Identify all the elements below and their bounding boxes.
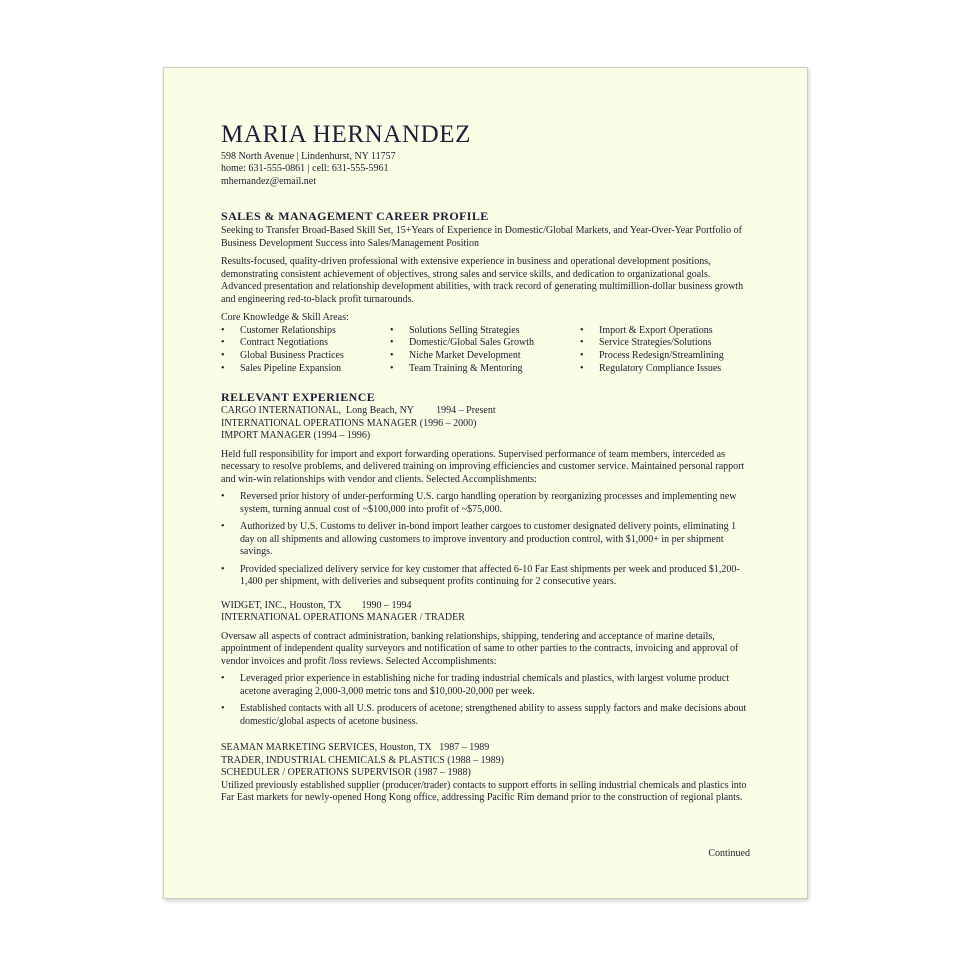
job-description: Oversaw all aspects of contract administration, banking relationships, shipping, tendering and acceptance of marine details, appointment of independent quality surveyors and notification of same to other parties to the contracts, invoicing and approval of vendor invoices and profit /loss reviews. Selected Accomplishments: (221, 630, 739, 667)
job-role: IMPORT MANAGER (1994 – 1996) (221, 430, 371, 442)
contact-info (221, 151, 751, 188)
job-company: CARGO INTERNATIONAL, Long Beach, NY 1994 – Present (221, 405, 496, 417)
resume-page (163, 67, 808, 899)
job-description: Utilized previously established supplier (producer/trader) contacts to support efforts in selling industrial chemicals and plastics into Far East markets for newly-opened Hong Kong office, addressing Pacific Rim demand prior to the construction of regional plants. (221, 779, 747, 804)
job-company: WIDGET, INC., Houston, TX 1990 – 1994 (221, 599, 412, 611)
skill-item: • Service Strategies/Solutions (580, 337, 750, 350)
job-role: INTERNATIONAL OPERATIONS MANAGER (1996 – 2000) (221, 417, 477, 429)
profile-summary: Results-focused, quality-driven professional with extensive experience in business and operational development positions, demonstrating consistent achievement of objectives, strong sales and service skills, and dedication to organizational goals. Advanced presentation and relationship development abilities, with track record of generating multimillion-dollar business growth and engineering red-to-black profit turnarounds. (221, 256, 744, 305)
skill-item: • Process Redesign/Streamlining (580, 350, 750, 363)
skill-item: • Sales Pipeline Expansion (221, 363, 390, 376)
skill-item: • Import & Export Operations (580, 325, 750, 338)
skill-item: • Regulatory Compliance Issues (580, 363, 750, 376)
resume-content (221, 120, 751, 805)
skill-item: • Contract Negotiations (221, 337, 390, 350)
job-description: Held full responsibility for import and export forwarding operations. Supervised performance of team members, interceded as necessary to resolve problems, and delivered training on improving efficiencies and customer service. Maintained personal rapport and win-win relationships with vendor and clients. Selected Accomplishments: (221, 448, 745, 485)
job-seaman-marketing (221, 742, 751, 805)
skill-item: • Niche Market Development (390, 350, 580, 363)
profile-heading: SALES & MANAGEMENT CAREER PROFILE (221, 209, 489, 224)
candidate-name: MARIA HERNANDEZ (221, 121, 471, 148)
accomplishment-item: • Reversed prior history of under-performing U.S. cargo handling operation by reorganizing processes and implementing new system, turning annual cost of ~$100,000 into profit of ~$75,000. (221, 491, 751, 516)
skill-item: • Solutions Selling Strategies (390, 325, 580, 338)
accomplishment-item: • Authorized by U.S. Customs to deliver in-bond import leather cargoes to customer designated delivery points, eliminating 1 day on all shipments and allowing customers to improve inventory and production control, with $1,000+ in per shipment savings. (221, 521, 751, 559)
skills-list (221, 325, 751, 375)
profile-objective: Seeking to Transfer Broad-Based Skill Set, 15+Years of Experience in Domestic/Global Markets, and Year-Over-Year Portfolio of Business Development Success into Sales/Management Position (221, 225, 742, 249)
accomplishment-item: • Established contacts with all U.S. producers of acetone; strengthened ability to assess supply factors and make decisions about domestic/global aspects of acetone business. (221, 703, 751, 728)
contact-address: 598 North Avenue | Lindenhurst, NY 11757 (221, 151, 396, 162)
contact-email: mhernandez@email.net (221, 175, 316, 187)
skill-item: • Global Business Practices (221, 350, 390, 363)
experience-heading: RELEVANT EXPERIENCE (221, 390, 376, 405)
accomplishments-list (221, 491, 751, 589)
job-widget-inc (221, 600, 751, 729)
job-role: INTERNATIONAL OPERATIONS MANAGER / TRADER (221, 612, 465, 624)
skill-item: • Domestic/Global Sales Growth (390, 337, 580, 350)
job-role: TRADER, INDUSTRIAL CHEMICALS & PLASTICS (1988 – 1989) (221, 754, 504, 766)
skills-column-1 (221, 325, 390, 375)
skill-item: • Customer Relationships (221, 325, 390, 338)
skills-column-2 (390, 325, 580, 375)
continued-label: Continued (708, 848, 750, 859)
skills-label: Core Knowledge & Skill Areas: (221, 312, 349, 324)
skill-item: • Team Training & Mentoring (390, 363, 580, 376)
contact-phones: home: 631-555-0861 | cell: 631-555-5961 (221, 163, 389, 175)
job-role: SCHEDULER / OPERATIONS SUPERVISOR (1987 – 1988) (221, 767, 471, 779)
accomplishments-list (221, 673, 751, 728)
skills-column-3 (580, 325, 750, 375)
job-cargo-international (221, 405, 751, 589)
accomplishment-item: • Leveraged prior experience in establishing niche for trading industrial chemicals and plastics, with largest volume product acetone averaging 2,000-3,000 metric tons and $10,000-20,000 per week. (221, 673, 751, 698)
accomplishment-item: • Provided specialized delivery service for key customer that affected 6-10 Far East shipments per week and produced $1,200-1,400 per shipment, with deliveries and subsequent profits continuing for 2 consecutive years. (221, 564, 751, 589)
job-company: SEAMAN MARKETING SERVICES, Houston, TX 1987 – 1989 (221, 742, 490, 754)
